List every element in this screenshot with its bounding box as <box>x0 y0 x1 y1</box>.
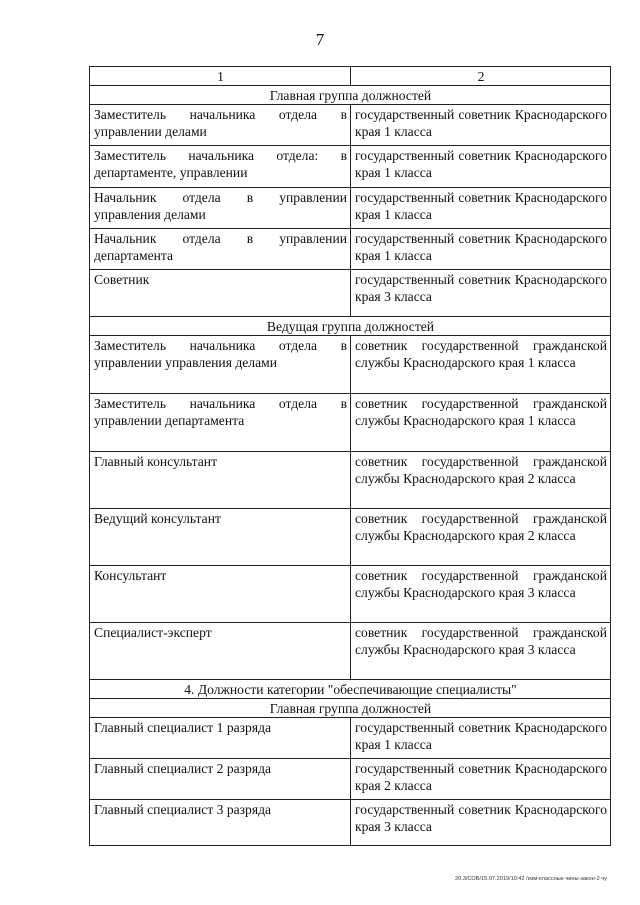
rank-cell: государственный советник Краснодарского края 3 класса <box>351 270 611 317</box>
column-header: 2 <box>351 67 611 86</box>
rank-cell: советник государственной гражданской службы Краснодарского края 3 класса <box>351 566 611 623</box>
position-cell: Начальник отдела в управлении управления делами <box>90 188 351 229</box>
section-heading-row <box>90 680 611 699</box>
table-row <box>90 146 611 188</box>
table-row <box>90 718 611 759</box>
section-heading: 4. Должности категории "обеспечивающие специалисты" <box>90 680 611 699</box>
table-row <box>90 394 611 452</box>
table-row <box>90 759 611 800</box>
position-cell: Заместитель начальника отдела в управлении департамента <box>90 394 351 452</box>
rank-cell: государственный советник Краснодарского края 2 класса <box>351 759 611 800</box>
position-cell: Консультант <box>90 566 351 623</box>
group-heading-row <box>90 86 611 105</box>
group-heading: Главная группа должностей <box>90 699 611 718</box>
position-cell: Заместитель начальника отдела в управлении управления делами <box>90 336 351 394</box>
rank-cell: советник государственной гражданской службы Краснодарского края 2 класса <box>351 452 611 509</box>
table-header-row <box>90 67 611 86</box>
table-row <box>90 270 611 317</box>
table-row <box>90 336 611 394</box>
rank-cell: советник государственной гражданской службы Краснодарского края 1 класса <box>351 394 611 452</box>
page-number: 7 <box>315 30 325 49</box>
group-heading: Ведущая группа должностей <box>90 317 611 336</box>
position-cell: Начальник отдела в управлении департамента <box>90 229 351 270</box>
table-row <box>90 566 611 623</box>
position-cell: Советник <box>90 270 351 317</box>
rank-cell: советник государственной гражданской службы Краснодарского края 1 класса <box>351 336 611 394</box>
position-cell: Главный специалист 3 разряда <box>90 800 351 846</box>
rank-cell: государственный советник Краснодарского края 1 класса <box>351 718 611 759</box>
group-heading-row <box>90 317 611 336</box>
rank-cell: государственный советник Краснодарского края 1 класса <box>351 146 611 188</box>
table-row <box>90 452 611 509</box>
group-heading-row <box>90 699 611 718</box>
rank-cell: советник государственной гражданской службы Краснодарского края 3 класса <box>351 623 611 680</box>
group-heading: Главная группа должностей <box>90 86 611 105</box>
position-cell: Ведущий консультант <box>90 509 351 566</box>
table-row <box>90 105 611 146</box>
column-header: 1 <box>90 67 351 86</box>
positions-table <box>89 66 611 846</box>
position-cell: Заместитель начальника отдела: в департаменте, управлении <box>90 146 351 188</box>
position-cell: Главный специалист 1 разряда <box>90 718 351 759</box>
position-cell: Заместитель начальника отдела в управлении делами <box>90 105 351 146</box>
document-footer: 20.3/СОВ/15.07.2019/10:42 /изм-классные чины-закон-2 чу <box>455 876 607 882</box>
position-cell: Специалист-эксперт <box>90 623 351 680</box>
table-row <box>90 188 611 229</box>
table-row <box>90 509 611 566</box>
table-row <box>90 623 611 680</box>
table-row <box>90 800 611 846</box>
position-cell: Главный консультант <box>90 452 351 509</box>
rank-cell: государственный советник Краснодарского края 1 класса <box>351 188 611 229</box>
rank-cell: государственный советник Краснодарского края 1 класса <box>351 105 611 146</box>
table-row <box>90 229 611 270</box>
rank-cell: государственный советник Краснодарского края 3 класса <box>351 800 611 846</box>
position-cell: Главный специалист 2 разряда <box>90 759 351 800</box>
rank-cell: советник государственной гражданской службы Краснодарского края 2 класса <box>351 509 611 566</box>
rank-cell: государственный советник Краснодарского края 1 класса <box>351 229 611 270</box>
